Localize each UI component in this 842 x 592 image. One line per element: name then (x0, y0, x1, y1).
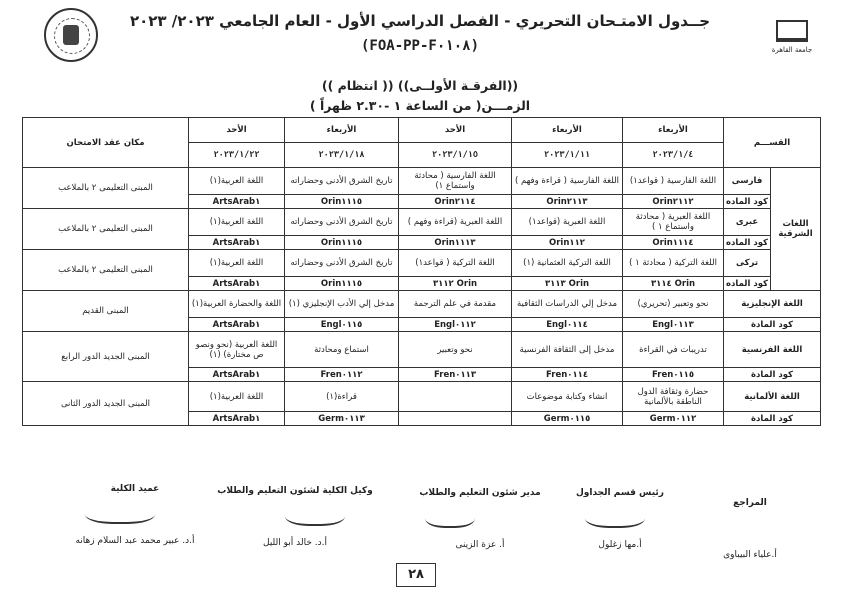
time-label: الزمـــن( من الساعة ١ -٢.٣٠ ظهراً ) (309, 98, 531, 113)
code-cell: Fren٠١١٥ (623, 368, 724, 382)
code-label: كود المادة (724, 318, 821, 332)
subject-cell: اللغة العربية(١) (189, 168, 285, 195)
code-cell: ArtsArab١ (189, 195, 285, 209)
code-cell: Orin١١١٤ (623, 236, 724, 250)
exam-place: المبنى الجديد الدور الرابع (23, 332, 189, 382)
code-cell: Engl٠١١٢ (399, 318, 512, 332)
level-label: ((الفرقـة الأولــى)) (( انتظام )) (321, 78, 519, 93)
department-name: اللغة الإنجليزية (724, 291, 821, 318)
faculty-seal-logo (44, 8, 98, 62)
handwritten-signature (85, 500, 155, 524)
signature-dean: عميد الكلية أ.د. عبير محمد عبد السلام زهانه (55, 484, 215, 554)
signer-name: أ. عزة الزينى (455, 540, 505, 550)
handwritten-signature (585, 504, 645, 528)
subject-cell: تاريخ الشرق الأدنى وحضاراته (285, 209, 399, 236)
date-header: ٢٠٢٣/١/١١ (512, 143, 623, 168)
code-cell: Fren٠١١٣ (399, 368, 512, 382)
exam-schedule-table (22, 117, 821, 426)
subject-cell: اللغة التركية العثمانية (١) (512, 250, 623, 277)
code-cell: Orin ٣١١٢ (399, 277, 512, 291)
code-cell: Orin١١٢ (512, 236, 623, 250)
university-logo (770, 14, 814, 58)
date-header: ٢٠٢٣/١/١٥ (399, 143, 512, 168)
subject-cell: حضارة وثقافة الدول الناطقة بالألمانية (623, 382, 724, 412)
department-name: اللغة الفرنسية (724, 332, 821, 368)
code-cell: ArtsArab١ (189, 412, 285, 426)
code-cell: Orin٢١١٣ (512, 195, 623, 209)
code-cell: Fren٠١١٢ (285, 368, 399, 382)
subject-cell: اللغة العربية(١) (189, 209, 285, 236)
code-cell: Orin١١١٥ (285, 236, 399, 250)
code-cell: Engl٠١١٤ (512, 318, 623, 332)
subject-cell: مدخل إلى الثقافة الفرنسية (512, 332, 623, 368)
code-label: كود الماده (724, 277, 771, 291)
subject-cell (399, 382, 512, 412)
handwritten-signature (425, 504, 475, 528)
code-cell: Fren٠١١٤ (512, 368, 623, 382)
subject-cell: استماع ومحادثة (285, 332, 399, 368)
place-header: مكان عقد الامتحان (23, 118, 189, 168)
code-cell: Orin١١١٥ (285, 277, 399, 291)
code-cell: Orin٢١١٢ (623, 195, 724, 209)
subject-cell: اللغة العبرية (قواعد١) (512, 209, 623, 236)
document-title: جــدول الامتـحان التحريري - الفصل الدراسي الأول - العام الجامعي ٢٠٢٣/ ٢٠٢٣ (129, 12, 711, 30)
date-header: ٢٠٢٣/١/٢٢ (189, 143, 285, 168)
subject-cell: قراءة(١) (285, 382, 399, 412)
subject-cell: نحو وتعبير (تحريري) (623, 291, 724, 318)
subject-cell: اللغة الفارسية ( قواعد١) (623, 168, 724, 195)
page-number: ٢٨ (396, 563, 436, 587)
code-label: كود الماده (724, 195, 771, 209)
code-cell: Orin٢١١٤ (399, 195, 512, 209)
exam-place: المبنى التعليمى ٢ بالملاعب (23, 168, 189, 209)
oriental-languages-group: اللغات الشرقية (771, 168, 821, 291)
subject-cell: انشاء وكتابة موضوعات (512, 382, 623, 412)
department-name: عبرى (724, 209, 771, 236)
subject-cell: اللغة العربية (نحو ونصو ص مختارة) (١) (189, 332, 285, 368)
subject-cell: مدخل إلي الدراسات الثقافية (512, 291, 623, 318)
subject-cell: اللغة التركية ( قواعد١) (399, 250, 512, 277)
code-cell: ArtsArab١ (189, 318, 285, 332)
code-label: كود المادة (724, 368, 821, 382)
date-header: ٢٠٢٣/١/١٨ (285, 143, 399, 168)
code-cell: Orin١١١٣ (399, 236, 512, 250)
subject-cell: نحو وتعبير (399, 332, 512, 368)
signature-schedules-head: رئيس قسم الجداول أ.مها زغلول (560, 488, 680, 558)
exam-place: المبنى القديم (23, 291, 189, 332)
subject-cell: تاريخ الشرق الأدنى وحضاراته (285, 168, 399, 195)
exam-place: المبنى التعليمى ٢ بالملاعب (23, 209, 189, 250)
code-cell: ArtsArab١ (189, 368, 285, 382)
subject-cell: اللغة العربية(١) (189, 250, 285, 277)
day-header: الأحد (399, 118, 512, 143)
subject-cell: اللغة الفارسية ( قراءة وفهم ) (512, 168, 623, 195)
department-name: فارسى (724, 168, 771, 195)
code-cell: Orin ٣١١٤ (623, 277, 724, 291)
signatures-block (0, 480, 842, 560)
code-cell: ArtsArab١ (189, 277, 285, 291)
handwritten-signature (285, 502, 345, 526)
signer-name: أ.د. عبير محمد عبد السلام زهانه (75, 536, 195, 546)
code-cell: Engl٠١١٣ (623, 318, 724, 332)
code-cell: Orin١١١٥ (285, 195, 399, 209)
exam-place: المبنى التعليمى ٢ بالملاعب (23, 250, 189, 291)
date-header: ٢٠٢٣/١/٤ (623, 143, 724, 168)
department-name: تركى (724, 250, 771, 277)
subject-cell: اللغة العبرية ( محادثة واستماع ١ ) (623, 209, 724, 236)
code-cell: Engl٠١١٥ (285, 318, 399, 332)
code-cell: ArtsArab١ (189, 236, 285, 250)
subject-cell: مقدمة في علم الترجمة (399, 291, 512, 318)
signer-name: أ.علياء البيباوى (723, 550, 777, 560)
signature-vice-dean: وكيل الكلية لشئون التعليم والطلاب أ.د. خالد أبو الليل (205, 486, 385, 556)
subject-cell: اللغة العربية(١) (189, 382, 285, 412)
signature-affairs-director: مدير شئون التعليم والطلاب أ. عزة الزينى (405, 488, 555, 558)
subject-cell: اللغة والحضارة العربية(١) (189, 291, 285, 318)
signer-name: أ.مها زغلول (598, 540, 642, 550)
exam-place: المبنى الجديد الدور الثانى (23, 382, 189, 426)
subject-cell: اللغة التركية ( محادثة ١ ) (623, 250, 724, 277)
subject-cell: اللغة الفارسية ( محادثة واستماع ١) (399, 168, 512, 195)
department-name: اللغة الألمانية (724, 382, 821, 412)
subject-cell: تاريخ الشرق الأدنى وحضاراته (285, 250, 399, 277)
signer-name: أ.د. خالد أبو الليل (263, 538, 327, 548)
code-cell: Germ٠١١٣ (285, 412, 399, 426)
university-logo-caption: جامعة القاهرة (771, 46, 813, 54)
code-cell: Germ٠١١٢ (623, 412, 724, 426)
day-header: الأربعاء (512, 118, 623, 143)
code-cell: Germ٠١١٥ (512, 412, 623, 426)
form-code: (FOA-PP-F٠١٠٨) (360, 38, 479, 54)
signature-reviewer: المراجع أ.علياء البيباوى (690, 498, 810, 568)
code-cell: Orin ٣١١٣ (512, 277, 623, 291)
code-label: كود الماده (724, 236, 771, 250)
subject-cell: مدخل إلي الأدب الإنجليزي (١) (285, 291, 399, 318)
day-header: الأحد (189, 118, 285, 143)
day-header: الأربعاء (285, 118, 399, 143)
code-cell (399, 412, 512, 426)
section-header: القســـم (724, 118, 821, 168)
subject-cell: اللغة العبرية (قراءة وفهم ) (399, 209, 512, 236)
day-header: الأربعاء (623, 118, 724, 143)
subject-cell: تدريبات في القراءة (623, 332, 724, 368)
code-label: كود المادة (724, 412, 821, 426)
